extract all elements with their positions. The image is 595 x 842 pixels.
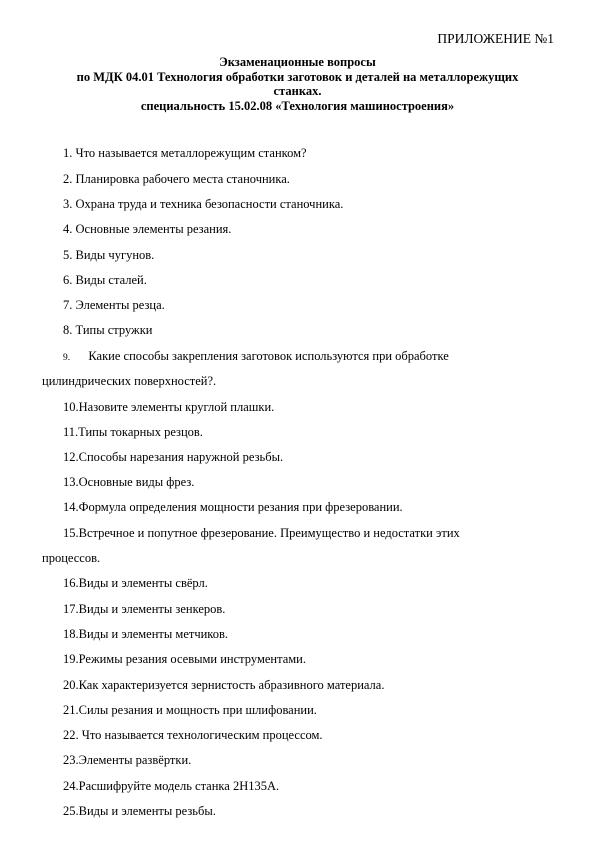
question-23: 23.Элементы развёртки. bbox=[63, 753, 192, 767]
question-12: 12.Способы нарезания наружной резьбы. bbox=[63, 450, 284, 464]
question-11: 11.Типы токарных резцов. bbox=[63, 425, 203, 439]
question-13: 13.Основные виды фрез. bbox=[63, 475, 195, 489]
question-25: 25.Виды и элементы резьбы. bbox=[63, 804, 216, 818]
question-16: 16.Виды и элементы свёрл. bbox=[63, 576, 208, 590]
header-course-continued: станках. bbox=[273, 84, 322, 98]
question-8: 8. Типы стружки bbox=[63, 323, 153, 337]
question-7: 7. Элементы резца. bbox=[63, 298, 165, 312]
question-1: 1. Что называется металлорежущим станком? bbox=[63, 146, 307, 160]
question-4: 4. Основные элементы резания. bbox=[63, 222, 232, 236]
question-9-number: 9. bbox=[63, 353, 71, 363]
question-2: 2. Планировка рабочего места станочника. bbox=[63, 172, 290, 186]
header-course: по МДК 04.01 Технология обработки заготовок и деталей на металлорежущих bbox=[76, 69, 519, 84]
question-9 bbox=[63, 349, 449, 366]
header-title: Экзаменационные вопросы bbox=[219, 55, 376, 69]
question-9-text: Какие способы закрепления заготовок используются при обработке bbox=[88, 349, 449, 363]
question-9-continued: цилиндрических поверхностей?. bbox=[42, 374, 217, 388]
question-20: 20.Как характеризуется зернистость абразивного материала. bbox=[63, 678, 385, 692]
question-3: 3. Охрана труда и техника безопасности станочника. bbox=[63, 197, 344, 211]
document-header bbox=[40, 55, 555, 113]
question-14: 14.Формула определения мощности резания при фрезеровании. bbox=[63, 500, 403, 514]
appendix-label: ПРИЛОЖЕНИЕ №1 bbox=[437, 31, 554, 46]
question-19: 19.Режимы резания осевыми инструментами. bbox=[63, 652, 306, 666]
header-specialty: специальность 15.02.08 «Технология машиностроения» bbox=[140, 98, 455, 113]
question-15: 15.Встречное и попутное фрезерование. Преимущество и недостатки этих bbox=[63, 526, 460, 540]
question-22: 22. Что называется технологическим процессом. bbox=[63, 728, 323, 742]
question-15-continued: процессов. bbox=[42, 551, 101, 565]
question-10: 10.Назовите элементы круглой плашки. bbox=[63, 400, 275, 414]
question-17: 17.Виды и элементы зенкеров. bbox=[63, 602, 226, 616]
question-24: 24.Расшифруйте модель станка 2Н135А. bbox=[63, 779, 280, 793]
question-6: 6. Виды сталей. bbox=[63, 273, 147, 287]
question-21: 21.Силы резания и мощность при шлифовании. bbox=[63, 703, 317, 717]
question-5: 5. Виды чугунов. bbox=[63, 248, 155, 262]
question-18: 18.Виды и элементы метчиков. bbox=[63, 627, 229, 641]
